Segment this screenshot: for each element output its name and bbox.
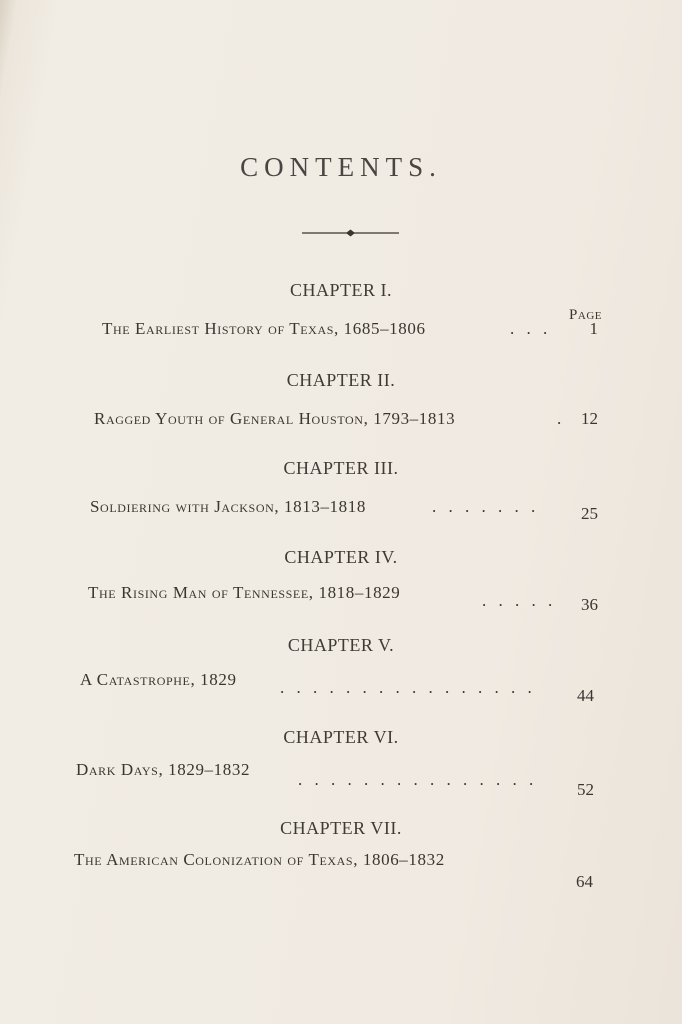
toc-entry (0, 583, 682, 613)
page-number: 64 (576, 872, 593, 891)
page-column-label: Page (569, 307, 602, 323)
toc-entry (0, 497, 682, 527)
entry-title: The Earliest History of Texas, 1685–1806 (102, 319, 426, 338)
toc-entry (0, 850, 682, 891)
toc-entry (0, 670, 682, 705)
entry-title: Soldiering with Jackson, 1813–1818 (90, 497, 366, 516)
dot-leader: . . . . . . . . . . . . . . . . (280, 678, 536, 697)
dot-leader: . . . . . . . (432, 497, 540, 516)
page-title: CONTENTS. (240, 152, 442, 182)
page-number: 25 (581, 504, 598, 523)
chapter-heading: CHAPTER VII. (280, 818, 402, 838)
chapter-heading: CHAPTER V. (287, 635, 395, 655)
page-number: 1 (589, 319, 598, 338)
page-number: 12 (581, 409, 598, 428)
dot-leader: . (557, 409, 566, 428)
page-number: 44 (577, 686, 594, 705)
ornament-divider (302, 226, 399, 240)
toc-entry (0, 409, 682, 439)
entry-title: Dark Days, 1829–1832 (76, 760, 251, 779)
dot-leader: . . . . . . . . . . . . . . . (298, 770, 538, 789)
entry-title: A Catastrophe, 1829 (80, 670, 237, 689)
toc-entry (0, 760, 682, 799)
chapter-heading: CHAPTER III. (283, 458, 399, 478)
chapter-heading: CHAPTER VI. (283, 727, 399, 747)
dot-leader: . . . (510, 319, 552, 338)
chapter-heading: CHAPTER IV. (284, 547, 398, 567)
toc-entry (0, 319, 682, 349)
page-number: 52 (577, 780, 594, 799)
dot-leader: . . . . . (482, 591, 557, 610)
page-number: 36 (581, 595, 598, 614)
entry-title: The American Colonization of Texas, 1806–1832 (74, 850, 445, 869)
chapter-heading: CHAPTER I. (289, 280, 392, 300)
chapter-heading: CHAPTER II. (286, 370, 396, 390)
entry-title: Ragged Youth of General Houston, 1793–1813 (94, 409, 456, 428)
entry-title: The Rising Man of Tennessee, 1818–1829 (88, 583, 401, 602)
